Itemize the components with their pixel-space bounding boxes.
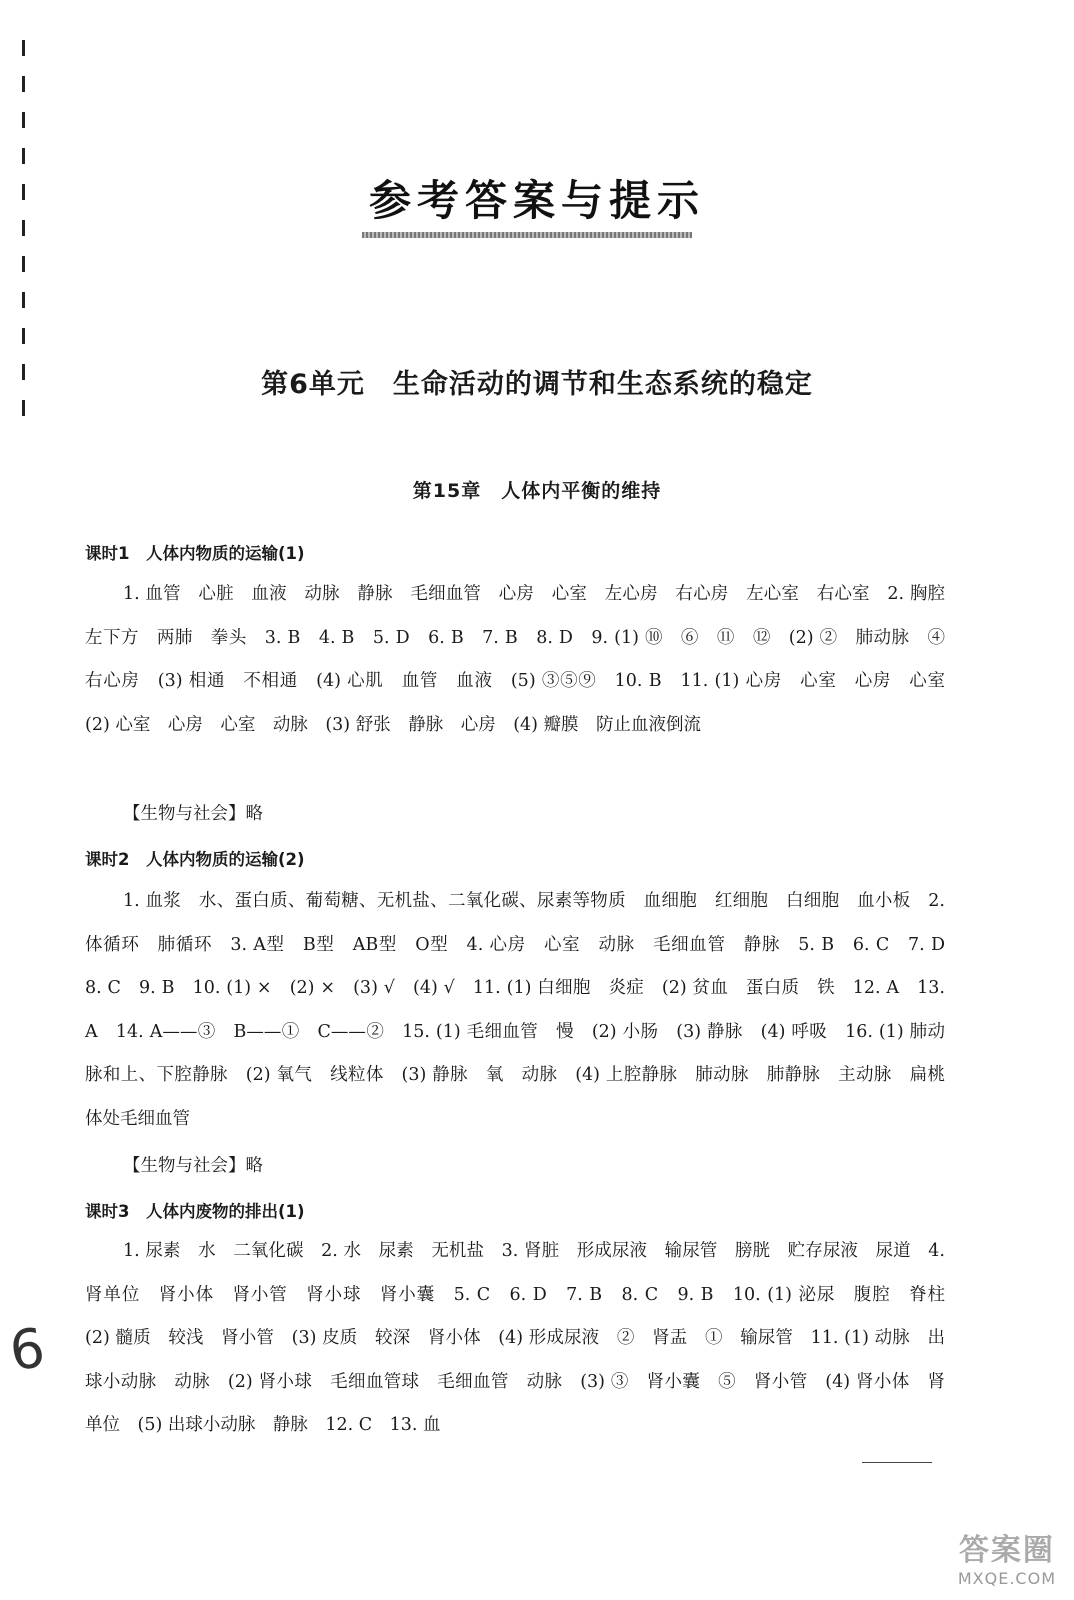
- watermark-url: MXQE.COM: [957, 1569, 1056, 1588]
- page-title: 参考答案与提示: [368, 176, 705, 225]
- lesson-answers: 1. 血浆 水、蛋白质、葡萄糖、无机盐、二氧化碳、尿素等物质 血细胞 红细胞 白细胞 血小板 2. 体循环 肺循环 3. A型 B型 AB型 O型 4. 心房 心室 动脉 毛细血管 静脉 5. B 6. C 7. D 8. C 9. B 10. (1) × (2) × (3) √ (4) √ 11. (1) 白细胞 炎症 (2) 贫血 蛋白质 铁 12. A 13. A 14. A——③ B——① C——② 15. (1) 毛细血管 慢 (2) 小肠 (3) 静脉 (4) 呼吸 16. (1) 肺动脉和上、下腔静脉 (2) 氧气 线粒体 (3) 静脉 氧 动脉 (4) 上腔静脉 肺动脉 肺静脉 主动脉 扁桃体处毛细血管: [85, 891, 963, 1129]
- chapter-heading: 第15章 人体内平衡的维持: [412, 480, 662, 502]
- lesson-answers: 1. 血管 心脏 血液 动脉 静脉 毛细血管 心房 心室 左心房 右心房 左心室 右心室 2. 胸腔 左下方 两肺 拳头 3. B 4. B 5. D 6. B 7. B 8. D 9. (1) ⑩ ⑥ ⑪ ⑫ (2) ② 肺动脉 ④ 右心房 (3) 相通 不相通 (4) 心肌 血管 血液 (5) ③⑤⑨ 10. B 11. (1) 心房 心室 心房 心室 (2) 心室 心房 心室 动脉 (3) 舒张 静脉 心房 (4) 瓣膜 防止血液倒流: [85, 584, 963, 735]
- footer-rule: [862, 1462, 932, 1463]
- lesson-answers: 1. 尿素 水 二氧化碳 2. 水 尿素 无机盐 3. 肾脏 形成尿液 输尿管 膀胱 贮存尿液 尿道 4. 肾单位 肾小体 肾小管 肾小球 肾小囊 5. C 6. D 7. B 8. C 9. B 10. (1) 泌尿 腹腔 脊柱 (2) 髓质 较浅 肾小管 (3) 皮质 较深 肾小体 (4) 形成尿液 ② 肾盂 ① 输尿管 11. (1) 动脉 出球小动脉 动脉 (2) 肾小球 毛细血管球 毛细血管 动脉 (3) ③ 肾小囊 ⑤ 肾小管 (4) 肾小体 肾单位 (5) 出球小动脉 静脉 12. C 13. 血: [85, 1241, 963, 1435]
- lesson-heading: 课时3 人体内废物的排出(1): [85, 1202, 305, 1221]
- lesson-note: 【生物与社会】略: [123, 804, 263, 824]
- title-underline: [362, 232, 692, 238]
- watermark-logo: [958, 1525, 1056, 1588]
- unit-heading: 第6单元 生命活动的调节和生态系统的稳定: [261, 369, 813, 400]
- lesson-note: 【生物与社会】略: [123, 1156, 263, 1176]
- handwritten-page-mark: 6: [5, 1315, 49, 1384]
- watermark-main: 答案圈: [958, 1533, 1055, 1568]
- lesson-heading: 课时1 人体内物质的运输(1): [85, 544, 305, 563]
- lesson-heading: 课时2 人体内物质的运输(2): [85, 850, 305, 869]
